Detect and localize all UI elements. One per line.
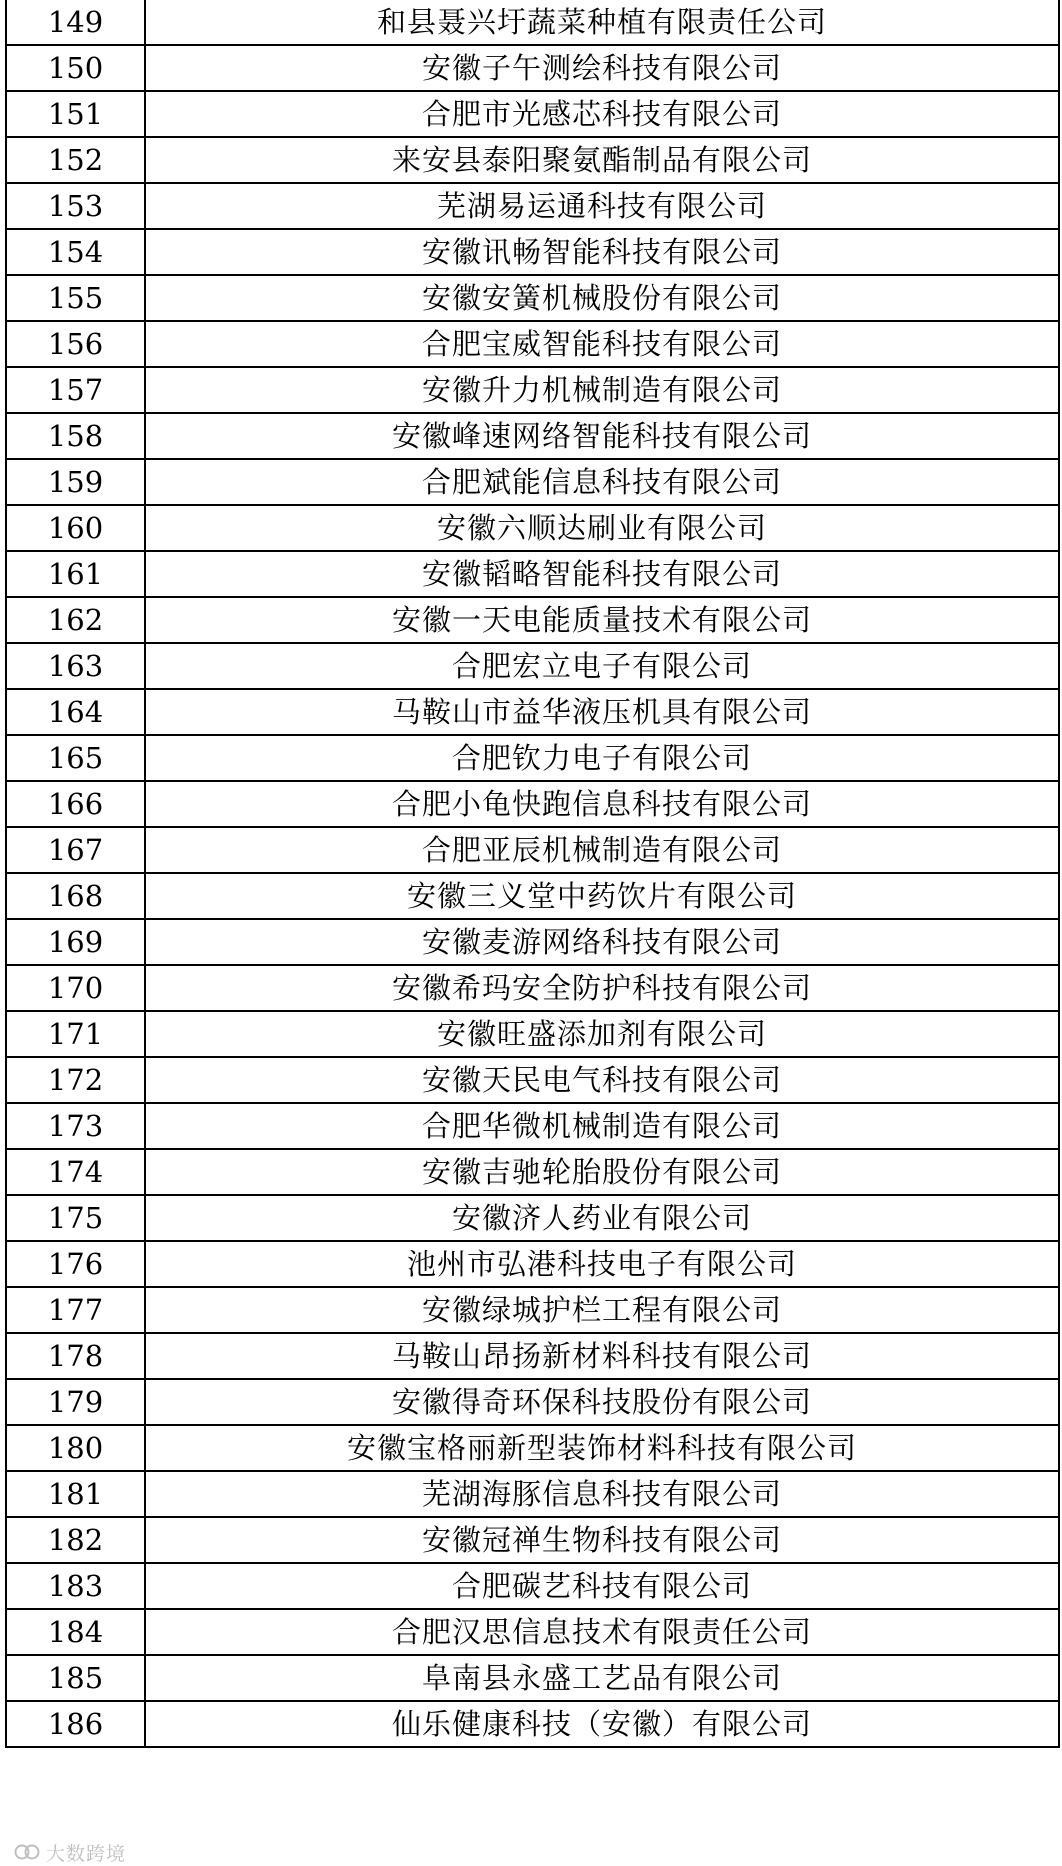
watermark	[14, 1840, 126, 1864]
table-row	[6, 827, 1059, 873]
table-row	[6, 1103, 1059, 1149]
row-number-cell: 181	[6, 1471, 145, 1517]
table-row	[6, 919, 1059, 965]
table-row	[6, 0, 1059, 45]
company-name-cell: 安徽吉驰轮胎股份有限公司	[145, 1149, 1059, 1195]
row-number-cell: 168	[6, 873, 145, 919]
table-row	[6, 229, 1059, 275]
table-row	[6, 1287, 1059, 1333]
row-number-cell: 173	[6, 1103, 145, 1149]
watermark-logo-icon	[14, 1841, 40, 1863]
company-name-cell: 合肥小龟快跑信息科技有限公司	[145, 781, 1059, 827]
row-number-cell: 169	[6, 919, 145, 965]
row-number-cell: 157	[6, 367, 145, 413]
company-name-cell: 池州市弘港科技电子有限公司	[145, 1241, 1059, 1287]
table-row	[6, 1333, 1059, 1379]
company-name-cell: 安徽得奇环保科技股份有限公司	[145, 1379, 1059, 1425]
row-number-cell: 185	[6, 1655, 145, 1701]
row-number-cell: 178	[6, 1333, 145, 1379]
table-row	[6, 413, 1059, 459]
table-row	[6, 1149, 1059, 1195]
row-number-cell: 154	[6, 229, 145, 275]
company-name-cell: 和县聂兴圩蔬菜种植有限责任公司	[145, 0, 1059, 45]
row-number-cell: 161	[6, 551, 145, 597]
company-name-cell: 安徽六顺达刷业有限公司	[145, 505, 1059, 551]
row-number-cell: 163	[6, 643, 145, 689]
row-number-cell: 171	[6, 1011, 145, 1057]
table-row	[6, 1701, 1059, 1747]
row-number-cell: 160	[6, 505, 145, 551]
table-row	[6, 781, 1059, 827]
company-name-cell: 安徽讯畅智能科技有限公司	[145, 229, 1059, 275]
table-row	[6, 183, 1059, 229]
company-name-cell: 安徽韬略智能科技有限公司	[145, 551, 1059, 597]
table-row	[6, 597, 1059, 643]
table-row	[6, 45, 1059, 91]
company-name-cell: 合肥斌能信息科技有限公司	[145, 459, 1059, 505]
company-name-cell: 合肥汉思信息技术有限责任公司	[145, 1609, 1059, 1655]
company-name-cell: 安徽麦游网络科技有限公司	[145, 919, 1059, 965]
row-number-cell: 170	[6, 965, 145, 1011]
table-row	[6, 459, 1059, 505]
company-name-cell: 合肥亚辰机械制造有限公司	[145, 827, 1059, 873]
row-number-cell: 175	[6, 1195, 145, 1241]
table-row	[6, 1471, 1059, 1517]
table-row	[6, 1011, 1059, 1057]
company-name-cell: 安徽三义堂中药饮片有限公司	[145, 873, 1059, 919]
company-name-cell: 合肥碳艺科技有限公司	[145, 1563, 1059, 1609]
row-number-cell: 179	[6, 1379, 145, 1425]
table-row	[6, 1609, 1059, 1655]
row-number-cell: 183	[6, 1563, 145, 1609]
company-name-cell: 安徽一天电能质量技术有限公司	[145, 597, 1059, 643]
row-number-cell: 186	[6, 1701, 145, 1747]
company-name-cell: 安徽冠禅生物科技有限公司	[145, 1517, 1059, 1563]
table-row	[6, 1195, 1059, 1241]
row-number-cell: 167	[6, 827, 145, 873]
company-name-cell: 安徽子午测绘科技有限公司	[145, 45, 1059, 91]
row-number-cell: 176	[6, 1241, 145, 1287]
table-row	[6, 367, 1059, 413]
table-row	[6, 1517, 1059, 1563]
table-row	[6, 321, 1059, 367]
table-row	[6, 689, 1059, 735]
row-number-cell: 164	[6, 689, 145, 735]
company-name-cell: 芜湖海豚信息科技有限公司	[145, 1471, 1059, 1517]
company-name-cell: 合肥华微机械制造有限公司	[145, 1103, 1059, 1149]
row-number-cell: 172	[6, 1057, 145, 1103]
company-name-cell: 芜湖易运通科技有限公司	[145, 183, 1059, 229]
row-number-cell: 153	[6, 183, 145, 229]
row-number-cell: 165	[6, 735, 145, 781]
row-number-cell: 158	[6, 413, 145, 459]
row-number-cell: 150	[6, 45, 145, 91]
table-row	[6, 735, 1059, 781]
row-number-cell: 182	[6, 1517, 145, 1563]
company-name-cell: 合肥钦力电子有限公司	[145, 735, 1059, 781]
row-number-cell: 180	[6, 1425, 145, 1471]
company-name-cell: 安徽峰速网络智能科技有限公司	[145, 413, 1059, 459]
table-row	[6, 91, 1059, 137]
row-number-cell: 162	[6, 597, 145, 643]
table-row	[6, 1425, 1059, 1471]
company-name-cell: 马鞍山市益华液压机具有限公司	[145, 689, 1059, 735]
watermark-text: 大数跨境	[46, 1842, 127, 1865]
company-name-cell: 安徽升力机械制造有限公司	[145, 367, 1059, 413]
company-name-cell: 安徽希玛安全防护科技有限公司	[145, 965, 1059, 1011]
row-number-cell: 166	[6, 781, 145, 827]
company-name-cell: 安徽旺盛添加剂有限公司	[145, 1011, 1059, 1057]
company-name-cell: 仙乐健康科技（安徽）有限公司	[145, 1701, 1059, 1747]
row-number-cell: 159	[6, 459, 145, 505]
table-row	[6, 275, 1059, 321]
company-name-cell: 安徽绿城护栏工程有限公司	[145, 1287, 1059, 1333]
table-row	[6, 965, 1059, 1011]
company-name-cell: 合肥宏立电子有限公司	[145, 643, 1059, 689]
table-row	[6, 1241, 1059, 1287]
table-row	[6, 1655, 1059, 1701]
row-number-cell: 156	[6, 321, 145, 367]
company-name-cell: 安徽天民电气科技有限公司	[145, 1057, 1059, 1103]
table-row	[6, 551, 1059, 597]
company-name-cell: 安徽安簧机械股份有限公司	[145, 275, 1059, 321]
row-number-cell: 151	[6, 91, 145, 137]
row-number-cell: 184	[6, 1609, 145, 1655]
table-row	[6, 1379, 1059, 1425]
row-number-cell: 149	[6, 0, 145, 45]
company-name-cell: 马鞍山昂扬新材料科技有限公司	[145, 1333, 1059, 1379]
table-row	[6, 137, 1059, 183]
company-name-cell: 安徽宝格丽新型装饰材料科技有限公司	[145, 1425, 1059, 1471]
company-name-cell: 阜南县永盛工艺品有限公司	[145, 1655, 1059, 1701]
company-name-cell: 安徽济人药业有限公司	[145, 1195, 1059, 1241]
row-number-cell: 152	[6, 137, 145, 183]
company-name-cell: 合肥市光感芯科技有限公司	[145, 91, 1059, 137]
table-row	[6, 873, 1059, 919]
row-number-cell: 174	[6, 1149, 145, 1195]
row-number-cell: 155	[6, 275, 145, 321]
company-name-cell: 来安县泰阳聚氨酯制品有限公司	[145, 137, 1059, 183]
table-row	[6, 1057, 1059, 1103]
table-row	[6, 1563, 1059, 1609]
company-table-body	[6, 0, 1059, 1747]
table-row	[6, 505, 1059, 551]
row-number-cell: 177	[6, 1287, 145, 1333]
table-row	[6, 643, 1059, 689]
company-name-cell: 合肥宝威智能科技有限公司	[145, 321, 1059, 367]
company-table	[5, 0, 1060, 1748]
